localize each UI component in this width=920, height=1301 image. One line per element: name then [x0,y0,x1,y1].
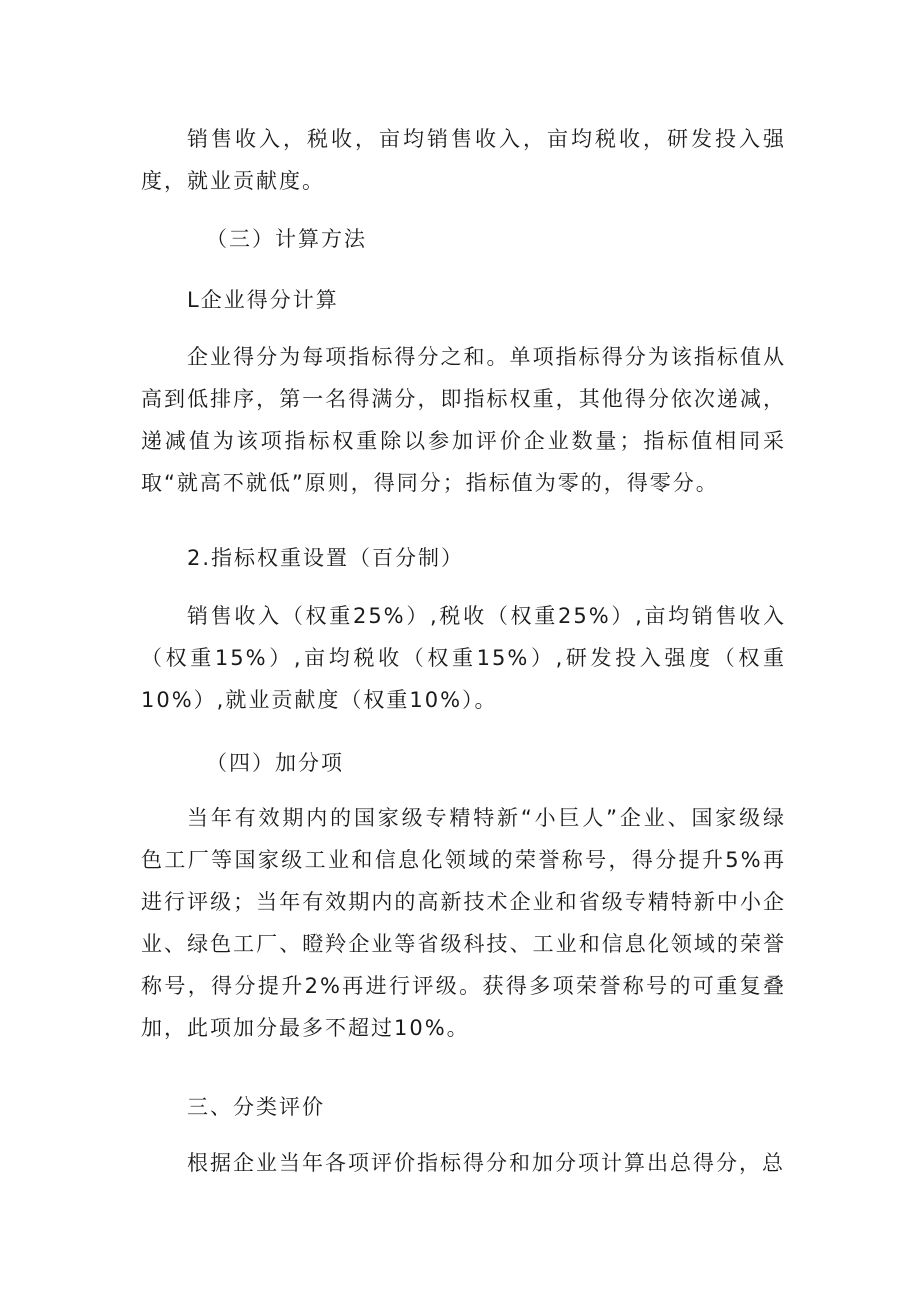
enterprise-score-heading: L企业得分计算 [187,288,339,312]
classification-heading: 三、分类评价 [187,1095,325,1119]
indicators-paragraph: 销售收入，税收，亩均销售收入，亩均税收，研发投入强度，就业贡献度。 [141,127,786,193]
weight-setting-heading: 2.指标权重设置（百分制） [187,546,465,570]
calc-method-heading: （三）计算方法 [206,227,367,251]
bonus-heading: （四）加分项 [206,751,344,775]
weights-paragraph: 销售收入（权重25%）,税收（权重25%）,亩均销售收入（权重15%）,亩均税收（权重15%）,研发投入强度（权重10%）,就业贡献度（权重10%）。 [141,604,786,712]
bonus-paragraph: 当年有效期内的国家级专精特新“小巨人”企业、国家级绿色工厂等国家级工业和信息化领域的荣誉称号，得分提升5%再进行评级；当年有效期内的高新技术企业和省级专精特新中小企业、绿色工厂、瞪羚企业等省级科技、工业和信息化领域的荣誉称号，得分提升2%再进行评级。获得多项荣誉称号的可重复叠加，此项加分最多不超过10%。 [141,806,787,1040]
classification-paragraph: 根据企业当年各项评价指标得分和加分项计算出总得分，总 [187,1151,785,1175]
enterprise-score-paragraph: 企业得分为每项指标得分之和。单项指标得分为该指标值从高到低排序，第一名得满分，即指标权重，其他得分依次递减，递减值为该项指标权重除以参加评价企业数量；指标值相同采取“就高不就低”原则，得同分；指标值为零的，得零分。 [141,345,786,495]
